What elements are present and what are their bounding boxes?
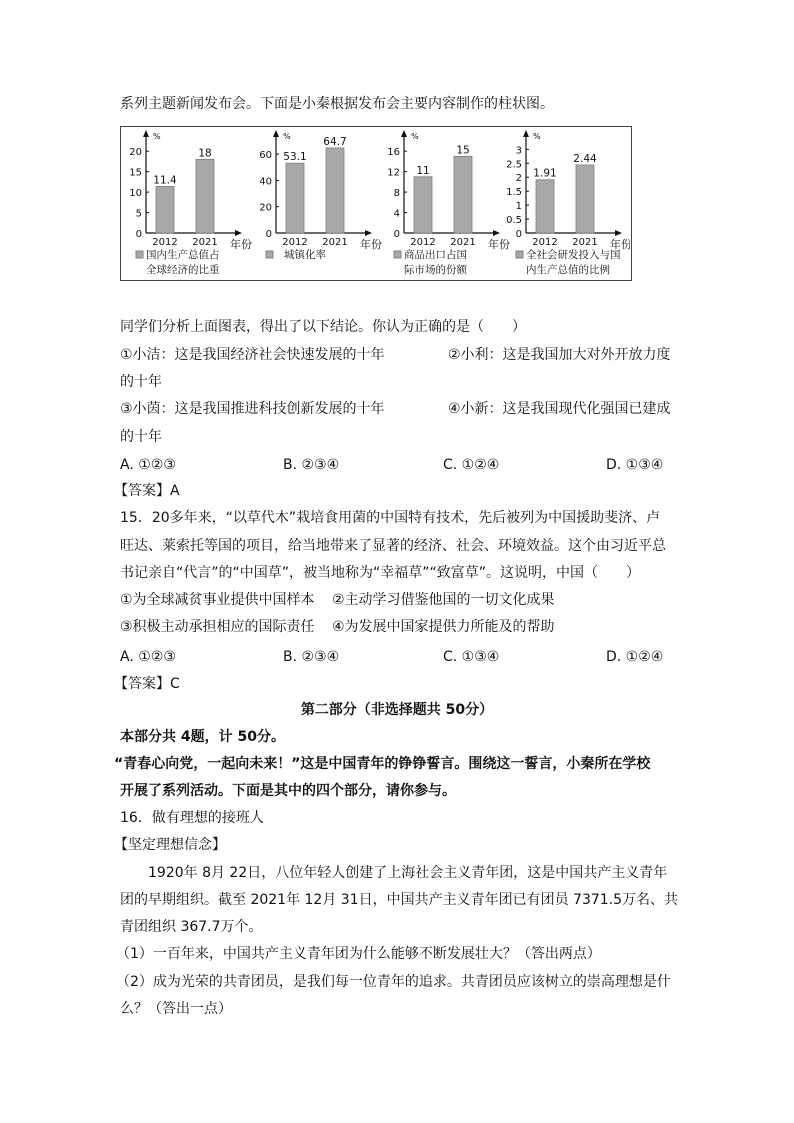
q16-material-2: 团的早期组织。截至 2021年 12月 31日，中国共产主义青年团已有团员 7371.5万名、共 — [120, 892, 679, 908]
legend-label: 全社会研发投入与国 — [526, 249, 621, 261]
y-tick-label: 15 — [129, 167, 142, 179]
y-tick-label: 16 — [387, 147, 400, 159]
q14-statement-3: ③小茵：这是我国推进科技创新发展的十年 — [120, 401, 385, 417]
x-tick-label: 2021 — [192, 237, 218, 248]
q16-title: 16．做有理想的接班人 — [120, 810, 264, 826]
y-unit-label: % — [283, 132, 291, 141]
q14-statement-1: ①小洁：这是我国经济社会快速发展的十年 — [120, 347, 385, 363]
y-tick-label: 8 — [393, 188, 400, 200]
legend-swatch — [394, 251, 401, 258]
y-axis-arrow-icon — [143, 130, 149, 137]
legend-label: 国内生产总值占 — [146, 249, 220, 261]
q16-section: 【坚定理想信念】 — [114, 837, 226, 853]
bar-chart-figure — [120, 126, 632, 281]
q16-material-1: 1920年 8月 22日，八位年轻人创建了上海社会主义青年团，这是中国共产主义青年 — [120, 865, 668, 881]
y-tick-label: 60 — [259, 150, 272, 162]
y-axis-arrow-icon — [273, 130, 279, 137]
q14-answer: 【答案】A — [114, 483, 180, 499]
x-axis-arrow-icon — [493, 230, 500, 236]
legend-label: 际市场的份额 — [404, 264, 467, 276]
x-tick-label: 2021 — [322, 237, 348, 248]
data-label: 11.4 — [153, 174, 177, 187]
q15-line-2: 旺达、莱索托等国的项目，给当地带来了显著的经济、社会、环境效益。这个由习近平总 — [120, 538, 666, 554]
legend-label: 城镇化率 — [284, 249, 326, 261]
bar — [536, 180, 554, 233]
part2-intro-1: “青春心向党，一起向未来！”这是中国青年的铮铮誓言。围绕这一誓言，小秦所在学校 — [114, 756, 651, 772]
y-unit-label: % — [153, 132, 161, 141]
y-unit-label: % — [411, 132, 419, 141]
q15-option-a: A. ①②③ — [120, 649, 176, 665]
y-tick-label: 0 — [265, 229, 272, 240]
legend-label: 全球经济的比重 — [146, 264, 220, 276]
bar — [196, 159, 214, 233]
q14-option-b: B. ②③④ — [283, 457, 340, 473]
x-axis-label: 年份 — [488, 238, 510, 251]
data-label: 15 — [456, 144, 470, 157]
y-tick-label: 10 — [129, 188, 142, 200]
legend-swatch — [266, 251, 273, 258]
q15-statement-4: ④为发展中国家提供力所能及的帮助 — [332, 619, 555, 635]
x-tick-label: 2012 — [410, 237, 436, 248]
q14-statement-2-cont: 的十年 — [120, 374, 162, 390]
y-tick-label: 0 — [393, 229, 400, 240]
part2-title: 第二部分（非选择题共 50分） — [300, 702, 494, 718]
y-tick-label: 0 — [515, 229, 522, 240]
legend-swatch — [516, 251, 523, 258]
x-axis-label: 年份 — [360, 238, 382, 251]
y-tick-label: 2.5 — [506, 159, 522, 171]
q16-material-3: 青团组织 367.7万个。 — [120, 919, 263, 935]
bar — [286, 163, 304, 233]
data-label: 11 — [416, 164, 430, 177]
q15-statement-2: ②主动学习借鉴他国的一切文化成果 — [332, 592, 555, 608]
bar — [576, 165, 594, 233]
y-tick-label: 3 — [515, 145, 522, 157]
y-axis-arrow-icon — [401, 130, 407, 137]
data-label: 64.7 — [323, 135, 347, 148]
q15-statement-1: ①为全球减贫事业提供中国样本 — [120, 592, 315, 608]
q14-statement-2: ②小利：这是我国加大对外开放力度 — [448, 347, 671, 363]
legend-swatch — [136, 251, 143, 258]
data-label: 1.91 — [533, 167, 557, 180]
bar — [414, 177, 432, 233]
q16-sub-1: （1）一百年来，中国共产主义青年团为什么能够不断发展壮大？（答出两点） — [116, 946, 601, 962]
x-tick-label: 2012 — [282, 237, 308, 248]
q15-option-c: C. ①③④ — [443, 649, 500, 665]
y-tick-label: 40 — [259, 176, 272, 188]
y-tick-label: 20 — [129, 147, 142, 159]
q14-option-c: C. ①②④ — [443, 457, 500, 473]
y-unit-label: % — [533, 132, 541, 141]
y-tick-label: 4 — [393, 208, 400, 220]
q15-option-b: B. ②③④ — [283, 649, 340, 665]
q15-line-3: 书记亲自“代言”的“中国草”，被当地称为“幸福草”“致富草”。这说明，中国（ ） — [120, 565, 641, 581]
q16-sub-2: （2）成为光荣的共青团员，是我们每一位青年的追求。共青团员应该树立的崇高理想是什 — [116, 974, 671, 990]
y-tick-label: 0.5 — [506, 215, 522, 227]
part2-note: 本部分共 4题，计 50分。 — [120, 729, 285, 745]
q14-statement-4: ④小新：这是我国现代化强国已建成 — [448, 401, 671, 417]
q14-option-d: D. ①③④ — [606, 457, 664, 473]
y-tick-label: 0 — [135, 229, 142, 240]
x-axis-label: 年份 — [610, 238, 630, 251]
y-tick-label: 2 — [515, 173, 522, 185]
bar — [156, 186, 174, 233]
x-axis-arrow-icon — [235, 230, 242, 236]
q15-answer: 【答案】C — [114, 676, 180, 692]
legend-label: 内生产总值的比例 — [526, 264, 610, 276]
y-axis-arrow-icon — [523, 130, 529, 137]
q15-option-d: D. ①②④ — [606, 649, 664, 665]
y-tick-label: 12 — [387, 167, 400, 179]
x-tick-label: 2021 — [450, 237, 476, 248]
q15-statement-3: ③积极主动承担相应的国际责任 — [120, 619, 315, 635]
x-tick-label: 2012 — [152, 237, 178, 248]
q14-statement-4-cont: 的十年 — [120, 429, 162, 445]
bar — [326, 148, 344, 233]
y-tick-label: 1 — [515, 201, 522, 213]
data-label: 2.44 — [573, 152, 597, 165]
q14-option-a: A. ①②③ — [120, 457, 176, 473]
y-tick-label: 20 — [259, 202, 272, 214]
data-label: 18 — [198, 147, 212, 160]
x-axis-arrow-icon — [365, 230, 372, 236]
x-tick-label: 2021 — [572, 237, 598, 248]
intro-line: 系列主题新闻发布会。下面是小秦根据发布会主要内容制作的柱状图。 — [120, 96, 554, 112]
q16-sub-2-cont: 么？（答出一点） — [120, 1001, 232, 1017]
y-tick-label: 1.5 — [506, 187, 522, 199]
bar — [454, 156, 472, 233]
x-tick-label: 2012 — [532, 237, 558, 248]
y-tick-label: 5 — [135, 208, 142, 220]
part2-intro-2: 开展了系列活动。下面是其中的四个部分，请你参与。 — [120, 783, 456, 799]
q14-stem: 同学们分析上面图表，得出了以下结论。你认为正确的是（ ） — [120, 319, 526, 335]
legend-label: 商品出口占国 — [404, 249, 467, 261]
x-axis-arrow-icon — [615, 230, 622, 236]
x-axis-label: 年份 — [230, 238, 252, 251]
data-label: 53.1 — [283, 151, 307, 164]
q15-line-1: 15．20多年来，“以草代木”栽培食用菌的中国特有技术，先后被列为中国援助斐济、卢 — [120, 510, 661, 526]
bar-charts — [121, 127, 630, 279]
